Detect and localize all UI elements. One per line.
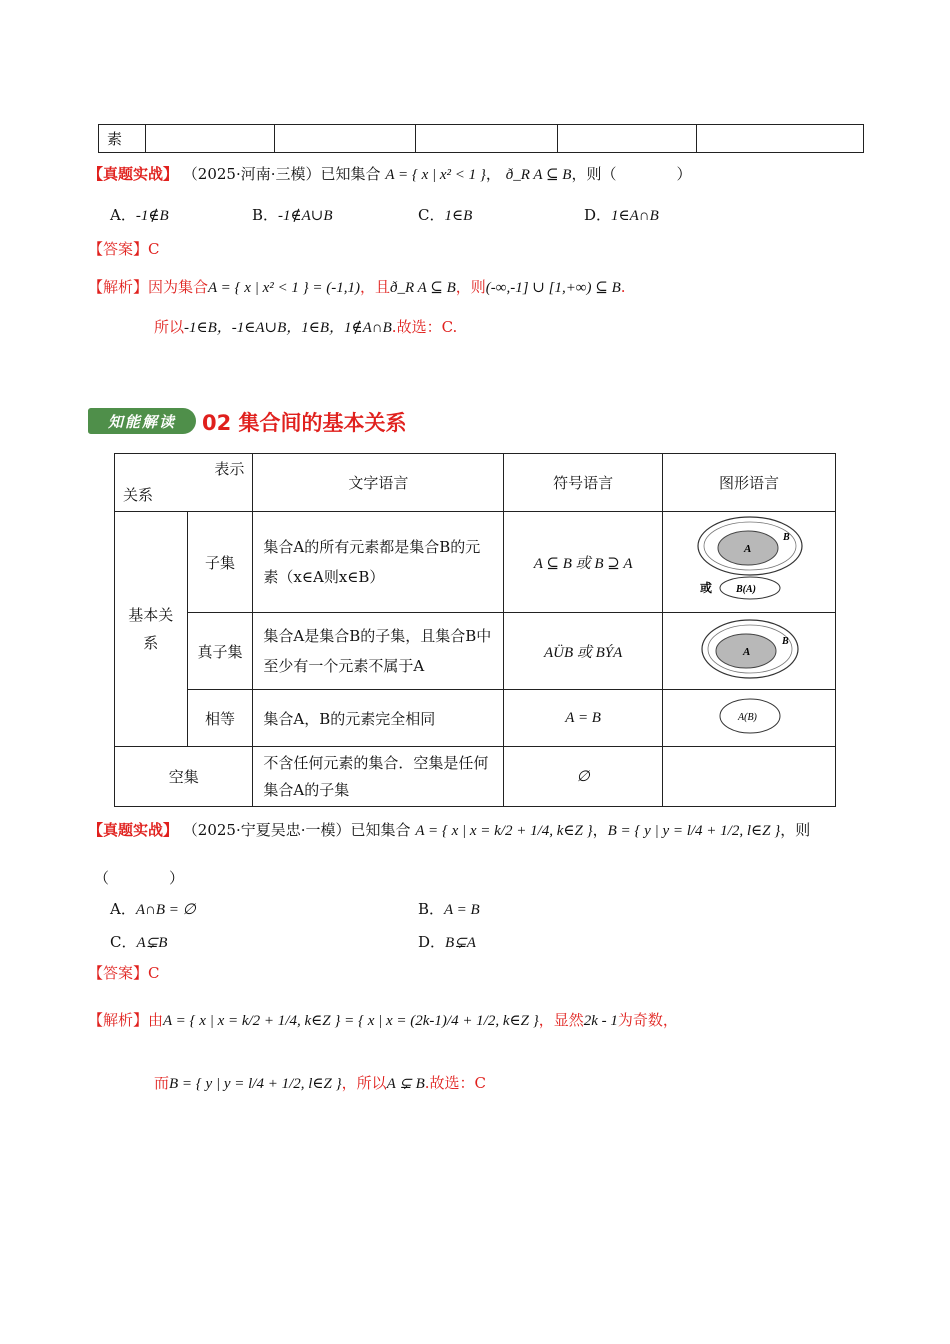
- venn-proper-label-a: A: [743, 646, 751, 658]
- header-corner: 表示 关系: [115, 454, 253, 512]
- section-title: 02 集合间的基本关系: [202, 411, 407, 435]
- q1-condition: ð_R A ⊆ B: [505, 167, 572, 183]
- col-header-text: 文字语言: [253, 454, 504, 512]
- venn-proper-figure: [664, 614, 834, 684]
- row-symbol-proper: AÜB 或 BÝA: [504, 613, 663, 690]
- q2-answer: 【答案】C: [88, 964, 160, 982]
- venn-subset-figure: [664, 513, 834, 607]
- q1-answer: 【答案】C: [88, 240, 160, 258]
- row-name-subset: 子集: [187, 512, 253, 613]
- q2-source: （2025·宁夏吴忠·一模）: [182, 821, 351, 839]
- q2-option-a[interactable]: A．A∩B = ∅: [110, 900, 196, 918]
- q1-stem: [88, 163, 691, 184]
- q1-set-a: A = { x | x² < 1 }: [385, 167, 486, 183]
- q2-paren: （ ）: [94, 869, 185, 887]
- top-table-cell: [558, 125, 697, 153]
- row-text-proper: 集合A是集合B的子集，且集合B中至少有一个元素不属于A: [253, 613, 504, 690]
- top-table-cell: [416, 125, 558, 153]
- relation-table: [114, 453, 836, 807]
- q2-stem-prefix: 已知集合: [350, 821, 411, 839]
- venn-or-text: 或: [700, 581, 713, 595]
- top-table-cell: [146, 125, 275, 153]
- row-symbol-equal: A = B: [504, 690, 663, 747]
- q1-stem-suffix: ，则（ ）: [571, 165, 692, 183]
- top-table-cell: [275, 125, 416, 153]
- q2-set-a: A = { x | x = k/2 + 1/4, k∈Z }: [415, 823, 593, 839]
- venn-proper-label-b: B: [782, 636, 789, 647]
- q1-source: （2025·河南·三模）: [182, 165, 321, 183]
- row-name-proper: 真子集: [187, 613, 253, 690]
- q2-option-b[interactable]: B．A = B: [418, 900, 480, 918]
- row-symbol-subset: A ⊆ B 或 B ⊇ A: [504, 512, 663, 613]
- section-badge: 知能解读: [88, 408, 196, 434]
- row-figure-subset: [663, 512, 836, 613]
- venn-label-b: B: [783, 532, 790, 543]
- q2-option-c[interactable]: C．A⊊B: [110, 933, 168, 951]
- venn-equal-figure: [664, 691, 834, 741]
- q2-analysis-line1: 【解析】由A = { x | x = k/2 + 1/4, k∈Z } = { x | x = (2k-1)/4 + 1/2, k∈Z }，显然2k - 1为奇数，: [88, 1011, 678, 1029]
- top-table-cell: 素: [99, 125, 146, 153]
- row-figure-equal: [663, 690, 836, 747]
- row-name-empty: 空集: [115, 747, 253, 807]
- row-symbol-empty: ∅: [504, 747, 663, 807]
- q1-analysis-line2: 所以-1∈B，-1∈A∪B，1∈B，1∉A∩B.故选：C.: [154, 318, 458, 336]
- row-figure-proper: [663, 613, 836, 690]
- q1-option-c[interactable]: C．1∈B: [418, 206, 473, 224]
- row-name-equal: 相等: [187, 690, 253, 747]
- venn-label-ab: B(A): [736, 584, 756, 595]
- row-figure-empty: [663, 747, 836, 807]
- q1-analysis-line1: 【解析】因为集合A = { x | x² < 1 } = (-1,1)，且ð_R A ⊆ B，则(-∞,-1] ∪ [1,+∞) ⊆ B.: [88, 278, 626, 296]
- q2-set-b: B = { y | y = l/4 + 1/2, l∈Z }: [607, 823, 781, 839]
- q2-stem: 【真题实战】 （2025·宁夏吴忠·一模）已知集合 A = { x | x = k/2 + 1/4, k∈Z }，B = { y | y = l/4 + 1/2, l∈Z }，则: [88, 821, 811, 839]
- q1-option-b[interactable]: B．-1∉A∪B: [252, 206, 333, 224]
- col-header-symbol: 符号语言: [504, 454, 663, 512]
- row-text-empty: 不含任何元素的集合．空集是任何集合A的子集: [253, 747, 504, 807]
- q1-stem-mid: ，: [485, 165, 501, 183]
- q1-option-d[interactable]: D．1∈A∩B: [584, 206, 659, 224]
- row-text-equal: 集合A，B的元素完全相同: [253, 690, 504, 747]
- q1-tag: 【真题实战】: [88, 165, 179, 183]
- row-text-subset: 集合A的所有元素都是集合B的元素（x∈A则x∈B）: [253, 512, 504, 613]
- venn-equal-label: A(B): [738, 712, 757, 723]
- q1-option-a[interactable]: A．-1∉B: [110, 206, 169, 224]
- q1-stem-prefix: 已知集合: [320, 165, 381, 183]
- col-header-figure: 图形语言: [663, 454, 836, 512]
- top-table-cell: [697, 125, 864, 153]
- q2-analysis-line2: 而B = { y | y = l/4 + 1/2, l∈Z }，所以A ⊊ B.故选：C: [154, 1074, 486, 1092]
- q2-tag: 【真题实战】: [88, 821, 179, 839]
- q2-option-d[interactable]: D．B⊊A: [418, 933, 476, 951]
- q2-stem-suffix: ，则: [780, 821, 811, 839]
- venn-label-a: A: [744, 543, 752, 555]
- top-table-fragment: [98, 124, 864, 153]
- group-label: 基本关系: [115, 512, 188, 747]
